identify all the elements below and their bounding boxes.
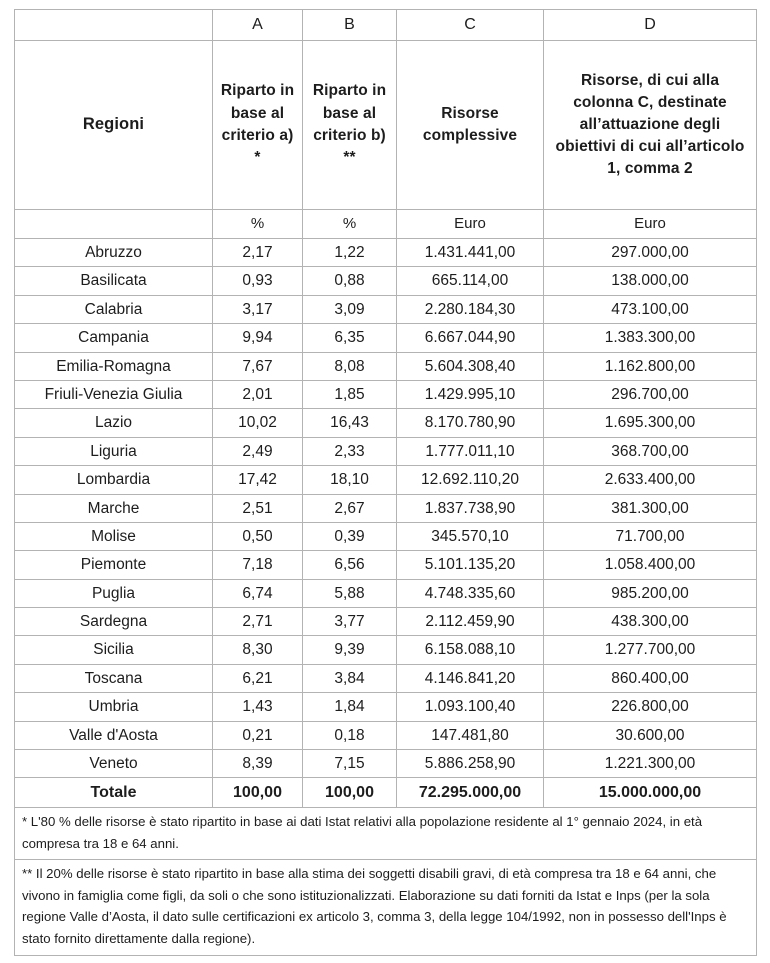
cell-col-b: 7,15: [303, 750, 397, 778]
table-row: [15, 437, 757, 465]
header-col-c: Risorse complessive: [397, 41, 544, 210]
table-row: [15, 295, 757, 323]
cell-col-c: 4.748.335,60: [397, 579, 544, 607]
table-row: [15, 636, 757, 664]
cell-col-a: 2,01: [213, 380, 303, 408]
unit-col-d: Euro: [544, 210, 757, 239]
cell-regione: Sardegna: [15, 608, 213, 636]
table-row: [15, 579, 757, 607]
cell-col-a: 2,17: [213, 239, 303, 267]
unit-regioni: [15, 210, 213, 239]
cell-regione: Piemonte: [15, 551, 213, 579]
cell-col-b: 3,09: [303, 295, 397, 323]
cell-col-b: 8,08: [303, 352, 397, 380]
cell-col-c: 1.429.995,10: [397, 380, 544, 408]
cell-col-b: 2,67: [303, 494, 397, 522]
header-col-d: Risorse, di cui alla colonna C, destinate all’attuazione degli obiettivi di cui all’articolo 1, comma 2: [544, 41, 757, 210]
riparto-table-sheet: [14, 9, 756, 956]
cell-col-b: 0,39: [303, 522, 397, 550]
table-row: [15, 494, 757, 522]
header-row: [15, 41, 757, 210]
cell-col-b: 6,56: [303, 551, 397, 579]
cell-col-d: 296.700,00: [544, 380, 757, 408]
cell-regione: Basilicata: [15, 267, 213, 295]
cell-regione: Abruzzo: [15, 239, 213, 267]
cell-col-c: 6.667.044,90: [397, 324, 544, 352]
cell-regione: Molise: [15, 522, 213, 550]
cell-col-d: 1.277.700,00: [544, 636, 757, 664]
cell-col-a: 1,43: [213, 693, 303, 721]
cell-col-c: 1.431.441,00: [397, 239, 544, 267]
cell-col-b: 1,84: [303, 693, 397, 721]
total-label: Totale: [15, 778, 213, 808]
table-row: [15, 693, 757, 721]
cell-col-d: 71.700,00: [544, 522, 757, 550]
cell-col-b: 6,35: [303, 324, 397, 352]
table-row: [15, 380, 757, 408]
cell-col-c: 4.146.841,20: [397, 664, 544, 692]
cell-col-d: 1.383.300,00: [544, 324, 757, 352]
total-col-c: 72.295.000,00: [397, 778, 544, 808]
cell-col-c: 5.101.135,20: [397, 551, 544, 579]
cell-col-d: 30.600,00: [544, 721, 757, 749]
table-row: [15, 664, 757, 692]
cell-regione: Lombardia: [15, 466, 213, 494]
cell-col-a: 6,74: [213, 579, 303, 607]
cell-col-c: 147.481,80: [397, 721, 544, 749]
cell-regione: Liguria: [15, 437, 213, 465]
footnote-row-2: [15, 860, 757, 956]
cell-col-c: 5.886.258,90: [397, 750, 544, 778]
cell-col-c: 6.158.088,10: [397, 636, 544, 664]
units-row: [15, 210, 757, 239]
cell-col-a: 2,51: [213, 494, 303, 522]
cell-col-a: 9,94: [213, 324, 303, 352]
total-col-d: 15.000.000,00: [544, 778, 757, 808]
cell-col-b: 3,84: [303, 664, 397, 692]
cell-col-c: 8.170.780,90: [397, 409, 544, 437]
cell-col-d: 381.300,00: [544, 494, 757, 522]
cell-col-c: 2.280.184,30: [397, 295, 544, 323]
cell-col-a: 0,21: [213, 721, 303, 749]
table-row: [15, 721, 757, 749]
table-row: [15, 551, 757, 579]
column-letter-d: D: [544, 10, 757, 41]
cell-regione: Campania: [15, 324, 213, 352]
cell-col-b: 1,85: [303, 380, 397, 408]
cell-regione: Sicilia: [15, 636, 213, 664]
cell-col-a: 17,42: [213, 466, 303, 494]
column-letter-c: C: [397, 10, 544, 41]
cell-col-b: 0,88: [303, 267, 397, 295]
cell-regione: Valle d'Aosta: [15, 721, 213, 749]
cell-col-d: 438.300,00: [544, 608, 757, 636]
cell-col-d: 1.221.300,00: [544, 750, 757, 778]
footnote-1: * L'80 % delle risorse è stato ripartito in base ai dati Istat relativi alla popolazione residente al 1° gennaio 2024, in età compresa tra 18 e 64 anni.: [15, 808, 757, 860]
cell-col-a: 7,67: [213, 352, 303, 380]
cell-col-a: 2,49: [213, 437, 303, 465]
cell-col-b: 1,22: [303, 239, 397, 267]
cell-regione: Toscana: [15, 664, 213, 692]
column-letter-b: B: [303, 10, 397, 41]
cell-col-b: 3,77: [303, 608, 397, 636]
cell-col-a: 8,39: [213, 750, 303, 778]
table-row: [15, 608, 757, 636]
total-row: [15, 778, 757, 808]
cell-col-a: 0,50: [213, 522, 303, 550]
cell-col-c: 5.604.308,40: [397, 352, 544, 380]
cell-col-d: 368.700,00: [544, 437, 757, 465]
cell-col-a: 8,30: [213, 636, 303, 664]
cell-col-d: 1.058.400,00: [544, 551, 757, 579]
unit-col-b: %: [303, 210, 397, 239]
header-col-a: Riparto in base al criterio a) *: [213, 41, 303, 210]
cell-col-d: 2.633.400,00: [544, 466, 757, 494]
cell-col-b: 18,10: [303, 466, 397, 494]
cell-col-a: 10,02: [213, 409, 303, 437]
cell-col-a: 2,71: [213, 608, 303, 636]
cell-regione: Lazio: [15, 409, 213, 437]
cell-col-d: 473.100,00: [544, 295, 757, 323]
cell-col-d: 1.162.800,00: [544, 352, 757, 380]
cell-regione: Veneto: [15, 750, 213, 778]
cell-col-b: 16,43: [303, 409, 397, 437]
cell-regione: Umbria: [15, 693, 213, 721]
cell-regione: Marche: [15, 494, 213, 522]
cell-col-c: 2.112.459,90: [397, 608, 544, 636]
cell-col-d: 138.000,00: [544, 267, 757, 295]
footnote-2: ** Il 20% delle risorse è stato ripartito in base alla stima dei soggetti disabili gravi, di età compresa tra 18 e 64 anni, che vivono in famiglia come figli, da soli o che sono istituzionalizzati. Elaborazione su dati forniti da Istat e Inps (per la sola regione Valle d’Aosta, il dato sulle certificazioni ex articolo 3, comma 3, della legge 104/1992, non in possesso dell'Inps è stato fornito direttamente dalla regione).: [15, 860, 757, 956]
cell-col-c: 345.570,10: [397, 522, 544, 550]
footnote-row-1: [15, 808, 757, 860]
table-row: [15, 466, 757, 494]
cell-regione: Calabria: [15, 295, 213, 323]
cell-regione: Puglia: [15, 579, 213, 607]
total-col-b: 100,00: [303, 778, 397, 808]
unit-col-a: %: [213, 210, 303, 239]
table-row: [15, 267, 757, 295]
cell-col-c: 1.777.011,10: [397, 437, 544, 465]
cell-col-a: 7,18: [213, 551, 303, 579]
cell-col-d: 1.695.300,00: [544, 409, 757, 437]
cell-col-a: 6,21: [213, 664, 303, 692]
cell-col-b: 5,88: [303, 579, 397, 607]
column-letter-blank: [15, 10, 213, 41]
cell-col-b: 2,33: [303, 437, 397, 465]
table-row: [15, 409, 757, 437]
table-row: [15, 239, 757, 267]
header-regioni: Regioni: [15, 41, 213, 210]
table-row: [15, 324, 757, 352]
cell-col-a: 0,93: [213, 267, 303, 295]
table-row: [15, 522, 757, 550]
cell-col-c: 1.837.738,90: [397, 494, 544, 522]
table-row: [15, 750, 757, 778]
riparto-table: [14, 9, 757, 956]
cell-col-c: 665.114,00: [397, 267, 544, 295]
cell-regione: Emilia-Romagna: [15, 352, 213, 380]
cell-col-d: 226.800,00: [544, 693, 757, 721]
cell-col-d: 297.000,00: [544, 239, 757, 267]
column-letter-a: A: [213, 10, 303, 41]
column-letter-row: [15, 10, 757, 41]
header-col-b: Riparto in base al criterio b) **: [303, 41, 397, 210]
table-body: [15, 10, 757, 956]
cell-col-b: 0,18: [303, 721, 397, 749]
cell-regione: Friuli-Venezia Giulia: [15, 380, 213, 408]
cell-col-b: 9,39: [303, 636, 397, 664]
cell-col-c: 12.692.110,20: [397, 466, 544, 494]
cell-col-c: 1.093.100,40: [397, 693, 544, 721]
cell-col-d: 860.400,00: [544, 664, 757, 692]
cell-col-a: 3,17: [213, 295, 303, 323]
table-row: [15, 352, 757, 380]
cell-col-d: 985.200,00: [544, 579, 757, 607]
unit-col-c: Euro: [397, 210, 544, 239]
total-col-a: 100,00: [213, 778, 303, 808]
